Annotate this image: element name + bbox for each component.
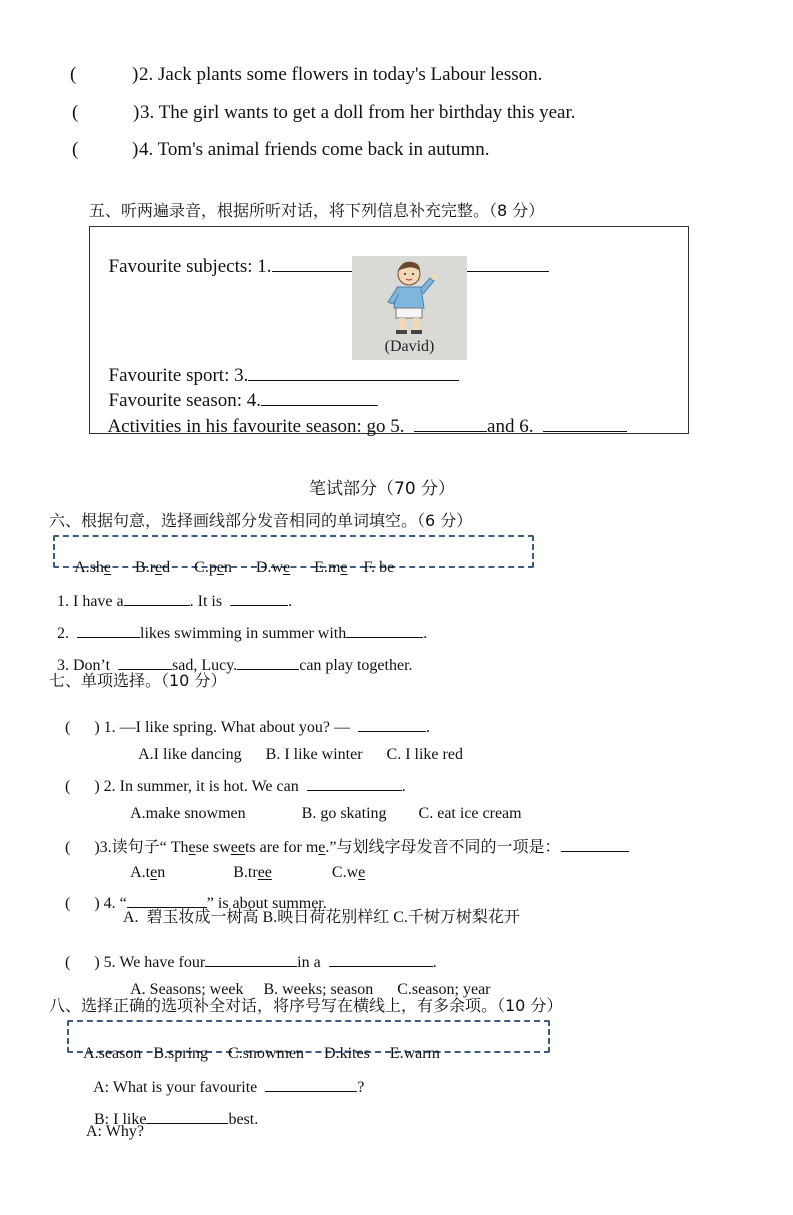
word-bank-6-options [67,541,394,577]
s7-q3: ( )3.读句子“ These sweets are for me.”与划线字母发音不同的一项是： [57,816,629,857]
season-label: Favourite season: 4. [108,390,262,411]
s6-q1: 1. I have a . It is . [57,593,293,610]
answer-paren-open: ( [70,64,77,85]
s6-q3: 3. Don’t sad, Lucy. can play together. [57,657,413,674]
blank[interactable] [237,655,299,670]
answer-paren-open: ( [72,139,79,160]
blank[interactable] [146,1109,228,1124]
activities-label: Activities in his favourite season: go 5. [107,416,405,437]
activities-line [99,394,627,438]
dialogue-line-1: A: What is your favourite ? [93,1079,365,1096]
question-text: 3. The girl wants to get a doll from her birthday this year. [140,102,576,123]
s7-q4: ( ) 4. “ ” is about summer. [65,895,327,912]
answer-paren-close: ) [132,139,139,160]
option-a: A.she [74,559,112,576]
boy-illustration-icon [352,256,467,336]
section6-heading: 六、根据句意，选择画线部分发音相同的单词填空。（6 分） [49,511,473,530]
s6-q2: 2. likes swimming in summer with . [57,625,428,642]
blank[interactable] [265,1077,357,1092]
option-e: E.me [314,559,348,576]
subjects-label: Favourite subjects: 1. [108,256,272,277]
section7-heading: 七、单项选择。（10 分） [49,671,227,690]
section5-heading: 五、听两遍录音，根据所听对话，将下列信息补充完整。（8 分） [89,201,545,220]
s7-q5: ( ) 5. We have four in a . [65,954,437,971]
s7-q2: ( ) 2. In summer, it is hot. We can . [65,778,406,795]
answer-paren-close: ) [133,102,140,123]
s7-q3-options: A.ten B.tree C.we [130,864,366,881]
blank-6[interactable] [543,417,627,432]
blank[interactable] [346,623,423,638]
blank[interactable] [77,623,140,638]
word-bank-8-options: A.season B.spring C.snowmen D.kites E.warm [83,1045,440,1062]
s7-q1: ( ) 1. —I like spring. What about you? — . [65,719,430,736]
subjects-line [99,234,549,278]
written-part-heading: 笔试部分（70 分） [309,479,456,499]
blank[interactable] [561,837,629,852]
section8-heading: 八、选择正确的选项补全对话，将序号写在横线上，有多余项。（10 分） [49,996,563,1015]
blank[interactable] [230,591,288,606]
answer-paren-close: ) [132,64,139,85]
s7-q4-options: A. 碧玉妆成一树高 B.映日荷花别样红 C.千树万树梨花开 [123,909,520,926]
dialogue-line-3: A: Why? [86,1123,144,1140]
question-text: 2. Jack plants some flowers in today's Labour lesson. [139,64,543,85]
option-f: F. be [363,559,395,576]
option-d: D.we [255,559,291,576]
answer-paren-open: ( [72,102,79,123]
dialogue-line-2: B: I like best. [94,1111,259,1128]
option-b: B.red [135,559,171,576]
question-text: 4. Tom's animal friends come back in autumn. [139,139,490,160]
sport-label: Favourite sport: 3. [108,365,249,386]
s7-q5-options: A. Seasons; week B. weeks; season C.season; year [130,981,491,998]
option-c: C.pen [194,559,232,576]
s7-q2-options: A.make snowmen B. go skating C. eat ice cream [130,805,522,822]
s7-q1-options: A.I like dancing B. I like winter C. I like red [138,746,463,763]
activities-and: and 6. [487,416,534,437]
photo-label: (David) [384,338,435,355]
blank-5[interactable] [414,417,487,432]
blank[interactable] [124,591,190,606]
